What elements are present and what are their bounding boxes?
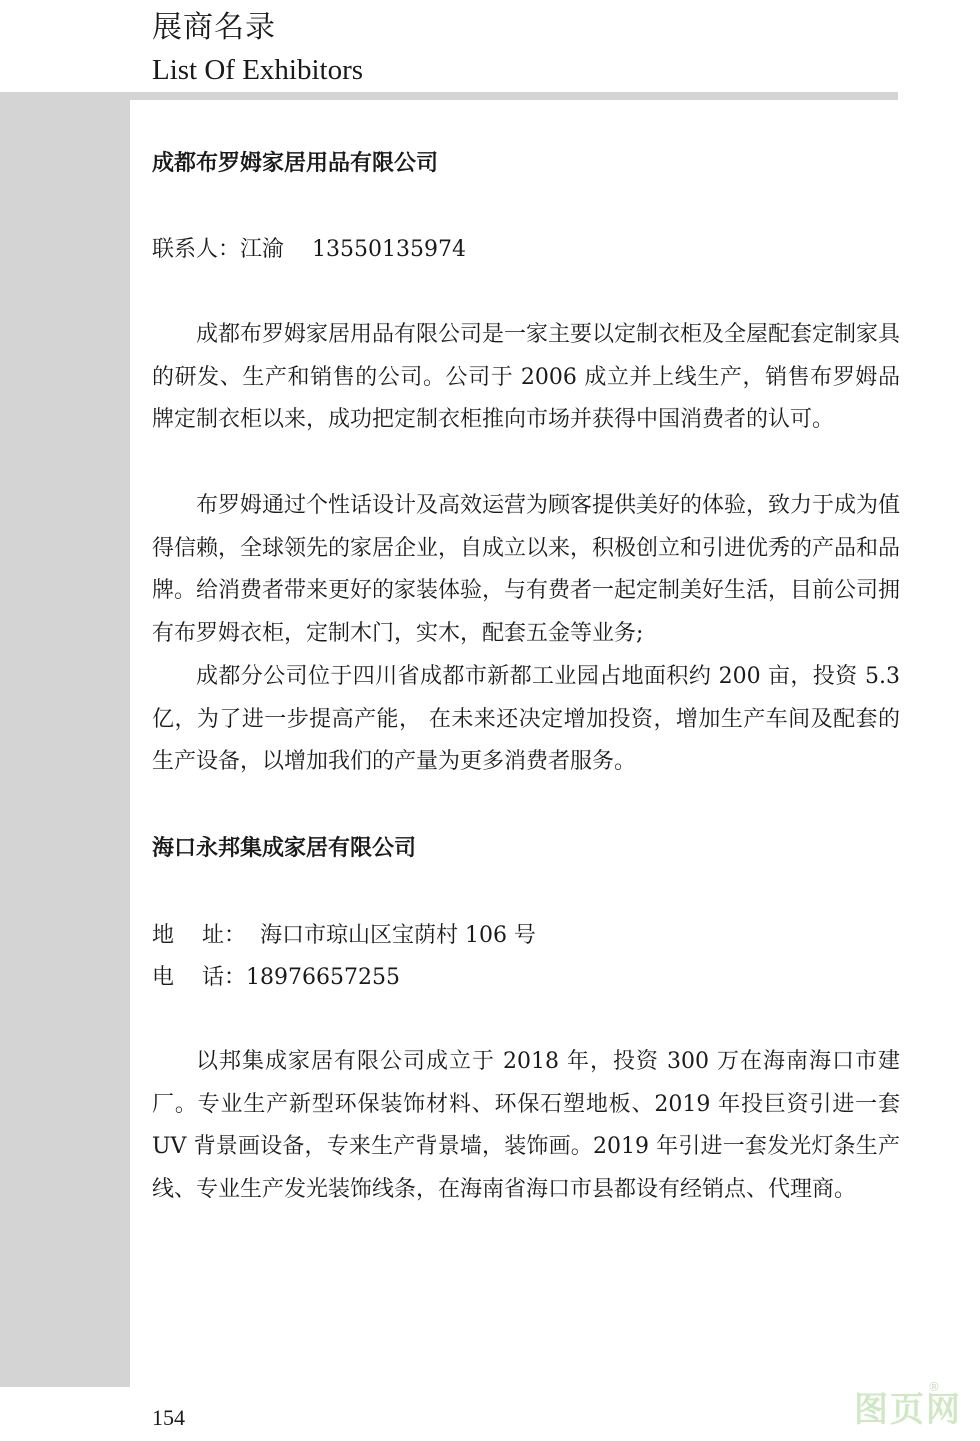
exhibitor-1-paragraph-1: 成都布罗姆家居用品有限公司是一家主要以定制衣柜及全屋配套定制家具的研发、生产和销售的公司。公司于 2006 成立并上线生产，销售布罗姆品牌定制衣柜以来，成功把定制衣柜推向市场并获得中国消费者的认可。 (152, 322, 901, 432)
exhibitor-1-contact: 联系人：江渝 13550135974 (152, 237, 466, 262)
page-number: 154 (152, 1405, 185, 1430)
watermark-logo: 图页网 (854, 1390, 962, 1430)
exhibitor-2-name: 海口永邦集成家居有限公司 (152, 836, 417, 861)
page-header-en: List Of Exhibitors (152, 54, 364, 86)
watermark-registered-mark: ® (928, 1380, 940, 1394)
exhibitor-2-paragraph-1: 以邦集成家居有限公司成立于 2018 年，投资 300 万在海南海口市建厂。专业生产新型环保装饰材料、环保石塑地板、2019 年投巨资引进一套 UV 背景画设备，专来生产背景墙，装饰画。2019 年引进一套发光灯条生产线、专业生产发光装饰线条，在海南省海口市县都设有经销点、代理商。 (152, 1049, 900, 1202)
left-margin-band (0, 100, 130, 1387)
header-rule (0, 92, 898, 100)
exhibitor-1-paragraph-2: 布罗姆通过个性话设计及高效运营为顾客提供美好的体验，致力于成为值得信赖，全球领先的家居企业，自成立以来，积极创立和引进优秀的产品和品牌。给消费者带来更好的家装体验，与有费者一起定制美好生活，目前公司拥有布罗姆衣柜，定制木门，实木，配套五金等业务; (152, 493, 901, 646)
exhibitor-1-paragraph-3: 成都分公司位于四川省成都市新都工业园占地面积约 200 亩，投资 5.3 亿，为了进一步提高产能， 在未来还决定增加投资，增加生产车间及配套的生产设备，以增加我们的产量为更多消费者服务。 (152, 664, 900, 774)
exhibitor-2-phone: 电 话：18976657255 (152, 965, 400, 990)
page-header-cn: 展商名录 (152, 10, 276, 45)
exhibitor-2-address: 地 址： 海口市琼山区宝荫村 106 号 (152, 923, 536, 948)
exhibitor-1-name: 成都布罗姆家居用品有限公司 (152, 151, 439, 176)
